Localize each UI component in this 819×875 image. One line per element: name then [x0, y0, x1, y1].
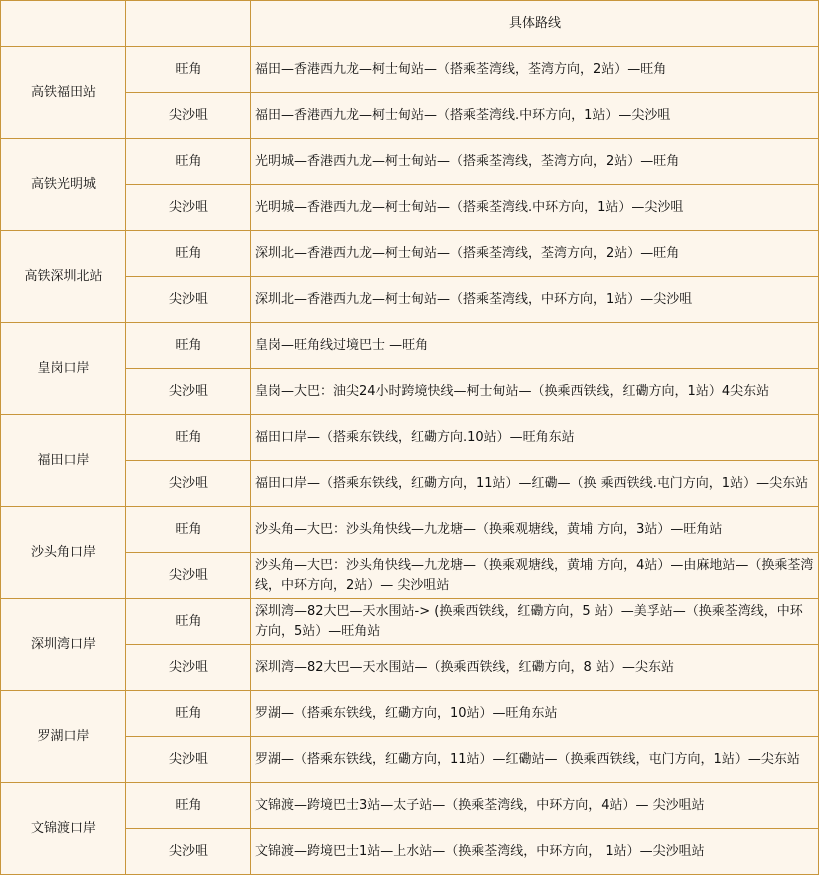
destination-cell: 旺角 — [126, 47, 251, 93]
route-cell: 光明城—香港西九龙—柯士甸站—（搭乘荃湾线，荃湾方向，2站）—旺角 — [251, 139, 819, 185]
route-cell: 沙头角—大巴：沙头角快线—九龙塘—（换乘观塘线，黄埔 方向，4站）—由麻地站—（换乘荃湾线，中环方向，2站）— 尖沙咀站 — [251, 553, 819, 599]
table-row — [1, 47, 819, 93]
destination-cell: 尖沙咀 — [126, 645, 251, 691]
route-cell: 福田口岸—（搭乘东铁线，红磡方向.10站）—旺角东站 — [251, 415, 819, 461]
origin-cell: 深圳湾口岸 — [1, 599, 126, 691]
destination-cell: 旺角 — [126, 691, 251, 737]
route-cell: 深圳北—香港西九龙—柯士甸站—（搭乘荃湾线，中环方向，1站）—尖沙咀 — [251, 277, 819, 323]
route-cell: 福田—香港西九龙—柯士甸站—（搭乘荃湾线.中环方向，1站）—尖沙咀 — [251, 93, 819, 139]
table-row — [1, 599, 819, 645]
route-cell: 光明城—香港西九龙—柯士甸站—（搭乘荃湾线.中环方向，1站）—尖沙咀 — [251, 185, 819, 231]
route-cell: 深圳湾—82大巴—天水围站-> (换乘西铁线，红磡方向，5 站）—美孚站—（换乘荃湾线，中环方向，5站）—旺角站 — [251, 599, 819, 645]
table-row — [1, 323, 819, 369]
route-cell: 皇岗—大巴：油尖24小时跨境快线—柯士甸站—（换乘西铁线，红磡方向，1站）4尖东站 — [251, 369, 819, 415]
table-row — [1, 231, 819, 277]
destination-cell: 尖沙咀 — [126, 277, 251, 323]
route-cell: 罗湖—（搭乘东铁线，红磡方向，11站）—红磡站—（换乘西铁线，屯门方向，1站）—尖东站 — [251, 737, 819, 783]
table-row — [1, 783, 819, 829]
origin-cell: 文锦渡口岸 — [1, 783, 126, 875]
table-row — [1, 139, 819, 185]
route-cell: 福田口岸—（搭乘东铁线，红磡方向，11站）—红磡—（换 乘西铁线.屯门方向，1站）—尖东站 — [251, 461, 819, 507]
route-cell: 沙头角—大巴：沙头角快线—九龙塘—（换乘观塘线，黄埔 方向，3站）—旺角站 — [251, 507, 819, 553]
header-row — [1, 1, 819, 47]
table-row — [1, 507, 819, 553]
destination-cell: 尖沙咀 — [126, 737, 251, 783]
table-row — [1, 691, 819, 737]
destination-cell: 旺角 — [126, 415, 251, 461]
origin-cell: 沙头角口岸 — [1, 507, 126, 599]
origin-cell: 高铁光明城 — [1, 139, 126, 231]
route-cell: 罗湖—（搭乘东铁线，红磡方向，10站）—旺角东站 — [251, 691, 819, 737]
origin-cell: 皇岗口岸 — [1, 323, 126, 415]
destination-cell: 旺角 — [126, 139, 251, 185]
destination-cell: 尖沙咀 — [126, 829, 251, 875]
route-cell: 福田—香港西九龙—柯士甸站—（搭乘荃湾线，荃湾方向，2站）—旺角 — [251, 47, 819, 93]
column-header-route: 具体路线 — [251, 1, 819, 47]
destination-cell: 旺角 — [126, 599, 251, 645]
destination-cell: 尖沙咀 — [126, 93, 251, 139]
destination-cell: 尖沙咀 — [126, 185, 251, 231]
origin-cell: 罗湖口岸 — [1, 691, 126, 783]
corner-cell — [126, 1, 251, 47]
origin-cell: 高铁深圳北站 — [1, 231, 126, 323]
destination-cell: 旺角 — [126, 783, 251, 829]
route-cell: 深圳湾—82大巴—天水围站—（换乘西铁线，红磡方向，8 站）—尖东站 — [251, 645, 819, 691]
route-cell: 文锦渡—跨境巴士3站—太子站—（换乘荃湾线，中环方向，4站）— 尖沙咀站 — [251, 783, 819, 829]
corner-cell — [1, 1, 126, 47]
route-cell: 文锦渡—跨境巴士1站—上水站—（换乘荃湾线，中环方向， 1站）—尖沙咀站 — [251, 829, 819, 875]
destination-cell: 旺角 — [126, 231, 251, 277]
destination-cell: 尖沙咀 — [126, 461, 251, 507]
destination-cell: 旺角 — [126, 323, 251, 369]
destination-cell: 尖沙咀 — [126, 553, 251, 599]
route-cell: 皇岗—旺角线过境巴士 —旺角 — [251, 323, 819, 369]
table-row — [1, 415, 819, 461]
origin-cell: 高铁福田站 — [1, 47, 126, 139]
origin-cell: 福田口岸 — [1, 415, 126, 507]
destination-cell: 旺角 — [126, 507, 251, 553]
destination-cell: 尖沙咀 — [126, 369, 251, 415]
route-cell: 深圳北—香港西九龙—柯士甸站—（搭乘荃湾线，荃湾方向，2站）—旺角 — [251, 231, 819, 277]
